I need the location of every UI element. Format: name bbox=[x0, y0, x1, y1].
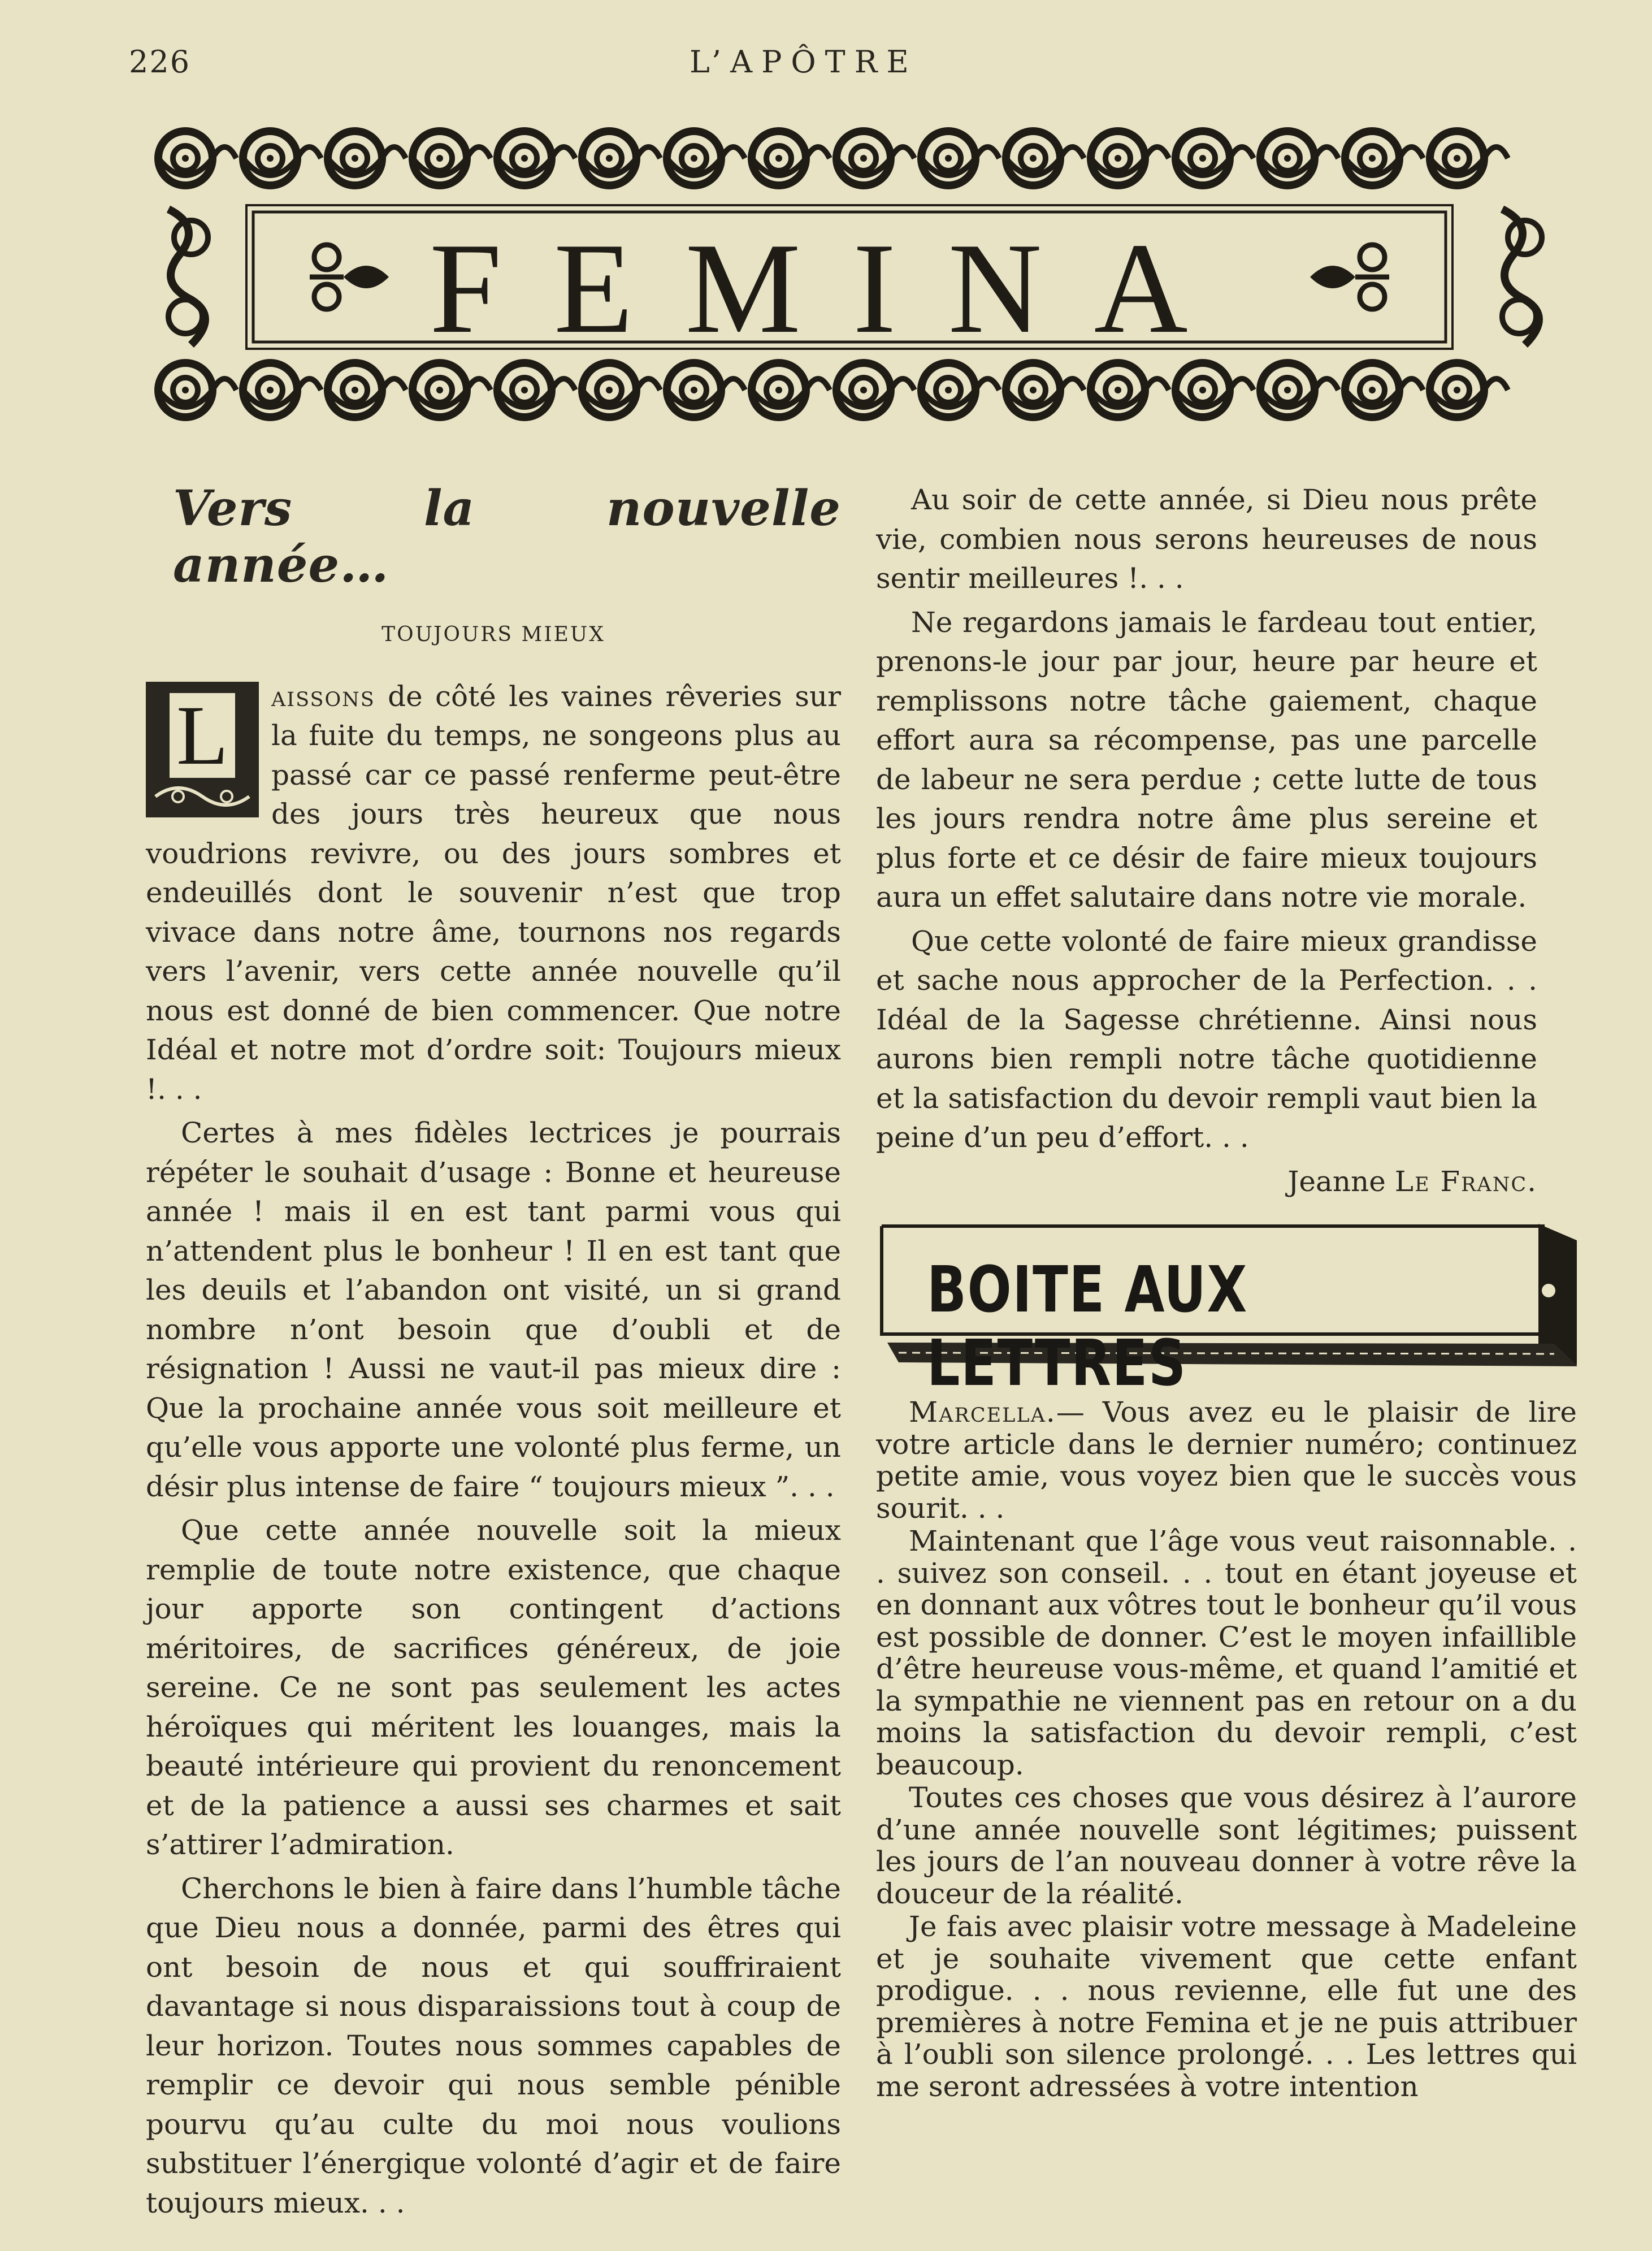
paragraph-3: Que cette année nouvelle soit la mieux remplie de toute notre existence, que chaque jour apporte son contingent d’actions méritoires, de sacrifices généreux, de joie sereine. Ce ne sont pas seulement les actes héroïques qui méritent les louanges, mais la beauté intérieure qui provient du renoncement et de la patience a aussi ses charmes et sait s’attirer l’admiration. bbox=[146, 1514, 841, 1861]
letter-paragraph-2: Maintenant que l’âge vous veut raisonnable. . . suivez son conseil. . . tout en étant joyeuse et en donnant aux vôtres tout le bonheur qu’il vous est possible de donner. C’est le moyen infaillible d’être heureuse vous-même, et quand l’amitié et la sympathie ne viennent pas en retour on a du moins la satisfaction du devoir rempli, c’est beaucoup. bbox=[876, 1525, 1577, 1781]
paragraph-1 bbox=[146, 677, 841, 1110]
paragraph-7: Que cette volonté de faire mieux grandisse et sache nous approcher de la Perfection. . . Idéal de la Sagesse chrétienne. Ainsi nous aurons bien rempli notre tâche quotidienne et la satisfaction du devoir rempli vaut bien la peine d’un peu d’effort. . . bbox=[876, 924, 1537, 1154]
letters-column bbox=[876, 1396, 1577, 2103]
banner-title: FEMINA bbox=[430, 216, 1240, 360]
paragraph-2: Certes à mes fidèles lectrices je pourrais répéter le souhait d’usage : Bonne et heureuse année ! mais il en est tant parmi vous qui n’attendent plus le bonheur ! Il en est tant que les deuils et l’abandon ont visité, un si grand nombre n’ont besoin que d’oubli et de résignation ! Aussi ne vaut-il pas mieux dire : Que la prochaine année vous soit meilleure et qu’elle vous apporte une volonté plus ferme, un désir plus intense de faire “ toujours mieux ”. . . bbox=[146, 1116, 841, 1503]
article-subtitle: TOUJOURS MIEUX bbox=[381, 623, 605, 646]
letter-addressee: Marcella. bbox=[909, 1396, 1056, 1428]
signature-first: Jeanne bbox=[1287, 1165, 1386, 1198]
paragraph-6: Ne regardons jamais le fardeau tout entier, prenons-le jour par jour, heure par heure et remplissons notre tâche gaiement, chaque effort aura sa récompense, pas une parcelle de labeur ne sera perdue ; cette lutte de tous les jours rendra notre âme plus sereine et plus forte et ce désir de faire mieux toujours aura un effet salutaire dans notre vie morale. bbox=[876, 605, 1537, 914]
article-left-column bbox=[146, 480, 841, 2227]
article-right-column bbox=[876, 480, 1537, 1206]
dropcap bbox=[146, 682, 259, 817]
letter-paragraph-4: Je fais avec plaisir votre message à Madeleine et je souhaite vivement que cette enfant prodigue. . . nous revienne, elle fut une des premières à notre Femina et je ne puis attribuer à l’oubli son silence prolongé. . . Les lettres qui me seront adressées à votre intention bbox=[876, 1910, 1577, 2103]
signature bbox=[876, 1162, 1537, 1202]
article-title: Vers la nouvelle année… bbox=[173, 480, 841, 594]
letters-heading-box bbox=[876, 1218, 1577, 1400]
page-number: 226 bbox=[129, 44, 191, 80]
letter-paragraph-3: Toutes ces choses que vous désirez à l’aurore d’une année nouvelle sont légitimes; puissent les jours de l’an nouveau donner à votre rêve la douceur de la réalité. bbox=[876, 1781, 1577, 1910]
paragraph-1-text: de côté les vaines rêveries sur la fuite du temps, ne songeons plus au passé car ce passé renferme peut-être des jours très heureux que nous voudrions revivre, ou des jours sombres et endeuillés dont le souvenir n’est que trop vivace dans notre âme, tournons nos regards vers l’avenir, vers cette année nouvelle qu’il nous est donné de bien commencer. Que notre Idéal et notre mot d’ordre soit: Toujours mieux !. . . bbox=[146, 679, 841, 1106]
journal-title: L’APÔTRE bbox=[690, 44, 918, 80]
letters-title: BOITE AUX LETTRES bbox=[927, 1253, 1248, 1400]
paragraph-4: Cherchons le bien à faire dans l’humble tâche que Dieu nous a donnée, parmi des êtres qui ont besoin de nous et qui souffriraient davantage si nous disparaissions tout à coup de leur horizon. Toutes nous sommes capables de remplir ce devoir qui nous semble pénible pourvu qu’au culte du moi nous voulions substituer l’énergique volonté d’agir et de faire toujours mieux. . . bbox=[146, 1872, 841, 2219]
dropcap-ornament-icon bbox=[153, 782, 252, 811]
first-word: aissons bbox=[271, 679, 375, 713]
signature-last: Le Franc. bbox=[1394, 1165, 1537, 1198]
paragraph-5: Au soir de cette année, si Dieu nous prête vie, combien nous serons heureuses de nous sentir meilleures !. . . bbox=[876, 483, 1537, 595]
letter-paragraph-1-text: — Vous avez eu le plaisir de lire votre article dans le dernier numéro; continuez petite amie, vous voyez bien que le succès vous sourit. . . bbox=[876, 1396, 1577, 1525]
dropcap-letter: L bbox=[170, 693, 235, 778]
letter-paragraph-1 bbox=[876, 1396, 1577, 1524]
